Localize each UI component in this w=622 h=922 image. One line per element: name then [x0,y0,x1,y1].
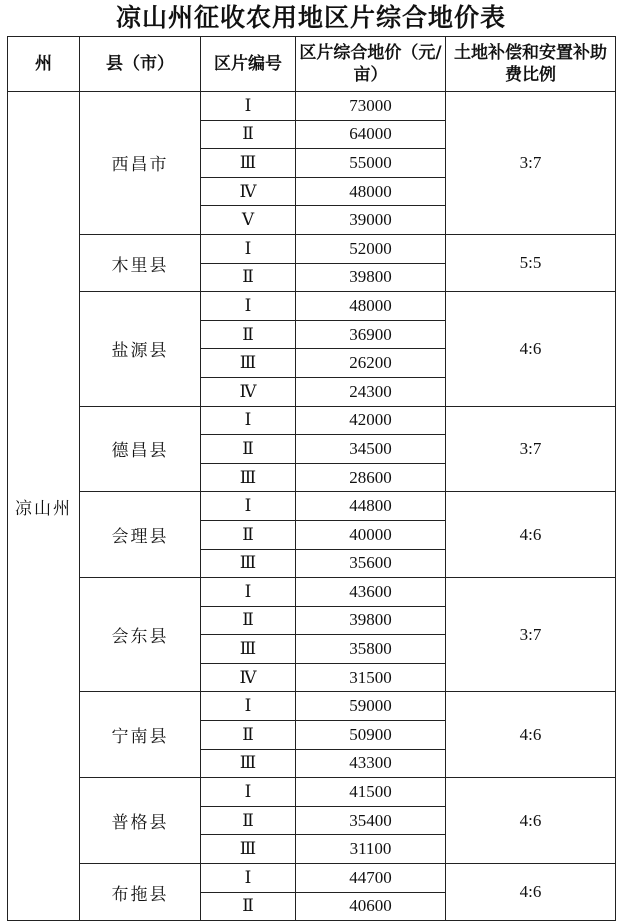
price-cell: 43300 [296,749,446,778]
price-cell: 55000 [296,149,446,178]
zone-number-cell: Ⅰ [201,492,296,521]
zone-number-cell: Ⅰ [201,578,296,607]
prefecture-cell: 凉山州 [8,92,80,921]
zone-number-cell: Ⅱ [201,606,296,635]
county-cell: 会东县 [80,578,201,692]
zone-number-cell: Ⅲ [201,149,296,178]
ratio-cell: 3:7 [446,92,616,235]
price-cell: 28600 [296,463,446,492]
price-cell: 31500 [296,663,446,692]
price-cell: 39000 [296,206,446,235]
zone-number-cell: Ⅲ [201,463,296,492]
price-cell: 39800 [296,263,446,292]
header-county: 县（市） [80,37,201,92]
zone-number-cell: Ⅱ [201,263,296,292]
zone-number-cell: Ⅱ [201,435,296,464]
header-zone-no: 区片编号 [201,37,296,92]
price-cell: 43600 [296,578,446,607]
zone-number-cell: Ⅲ [201,835,296,864]
price-cell: 48000 [296,177,446,206]
price-cell: 64000 [296,120,446,149]
header-row [8,37,616,92]
table-row [8,406,616,435]
zone-number-cell: Ⅲ [201,635,296,664]
page-title: 凉山州征收农用地区片综合地价表 [115,3,506,32]
zone-number-cell: Ⅱ [201,320,296,349]
zone-number-cell: Ⅰ [201,92,296,121]
ratio-cell: 4:6 [446,778,616,864]
county-cell: 盐源县 [80,292,201,406]
zone-number-cell: Ⅱ [201,806,296,835]
header-price: 区片综合地价（元/亩） [296,37,446,92]
zone-number-cell: Ⅳ [201,377,296,406]
ratio-cell: 4:6 [446,492,616,578]
header-ratio: 土地补偿和安置补助费比例 [446,37,616,92]
price-cell: 36900 [296,320,446,349]
county-cell: 会理县 [80,492,201,578]
zone-number-cell: Ⅰ [201,406,296,435]
price-cell: 73000 [296,92,446,121]
price-cell: 42000 [296,406,446,435]
table-row [8,492,616,521]
zone-number-cell: Ⅰ [201,292,296,321]
price-cell: 26200 [296,349,446,378]
county-cell: 宁南县 [80,692,201,778]
zone-number-cell: Ⅳ [201,177,296,206]
zone-number-cell: Ⅰ [201,234,296,263]
table-row [8,92,616,121]
table-body [8,92,616,921]
ratio-cell: 3:7 [446,578,616,692]
table-row [8,234,616,263]
price-cell: 44800 [296,492,446,521]
county-cell: 德昌县 [80,406,201,492]
zone-number-cell: Ⅰ [201,778,296,807]
zone-number-cell: Ⅰ [201,864,296,893]
price-cell: 40000 [296,520,446,549]
ratio-cell: 4:6 [446,692,616,778]
table-row [8,692,616,721]
ratio-cell: 5:5 [446,234,616,291]
table-row [8,578,616,607]
table-row [8,778,616,807]
price-cell: 35800 [296,635,446,664]
county-cell: 普格县 [80,778,201,864]
price-cell: 31100 [296,835,446,864]
county-cell: 木里县 [80,234,201,291]
price-cell: 34500 [296,435,446,464]
zone-number-cell: Ⅰ [201,692,296,721]
zone-number-cell: Ⅳ [201,663,296,692]
price-cell: 35400 [296,806,446,835]
price-cell: 24300 [296,377,446,406]
price-cell: 39800 [296,606,446,635]
price-cell: 40600 [296,892,446,921]
zone-number-cell: Ⅱ [201,120,296,149]
price-cell: 35600 [296,549,446,578]
table-row [8,864,616,893]
zone-number-cell: Ⅲ [201,349,296,378]
price-cell: 41500 [296,778,446,807]
county-cell: 布拖县 [80,864,201,921]
county-cell: 西昌市 [80,92,201,235]
zone-number-cell: Ⅴ [201,206,296,235]
table-row [8,292,616,321]
price-cell: 44700 [296,864,446,893]
price-cell: 48000 [296,292,446,321]
ratio-cell: 3:7 [446,406,616,492]
zone-number-cell: Ⅱ [201,520,296,549]
ratio-cell: 4:6 [446,864,616,921]
price-cell: 52000 [296,234,446,263]
zone-number-cell: Ⅱ [201,892,296,921]
price-cell: 59000 [296,692,446,721]
land-price-table [7,36,616,921]
ratio-cell: 4:6 [446,292,616,406]
zone-number-cell: Ⅲ [201,749,296,778]
zone-number-cell: Ⅱ [201,721,296,750]
price-cell: 50900 [296,721,446,750]
header-prefecture: 州 [8,37,80,92]
zone-number-cell: Ⅲ [201,549,296,578]
